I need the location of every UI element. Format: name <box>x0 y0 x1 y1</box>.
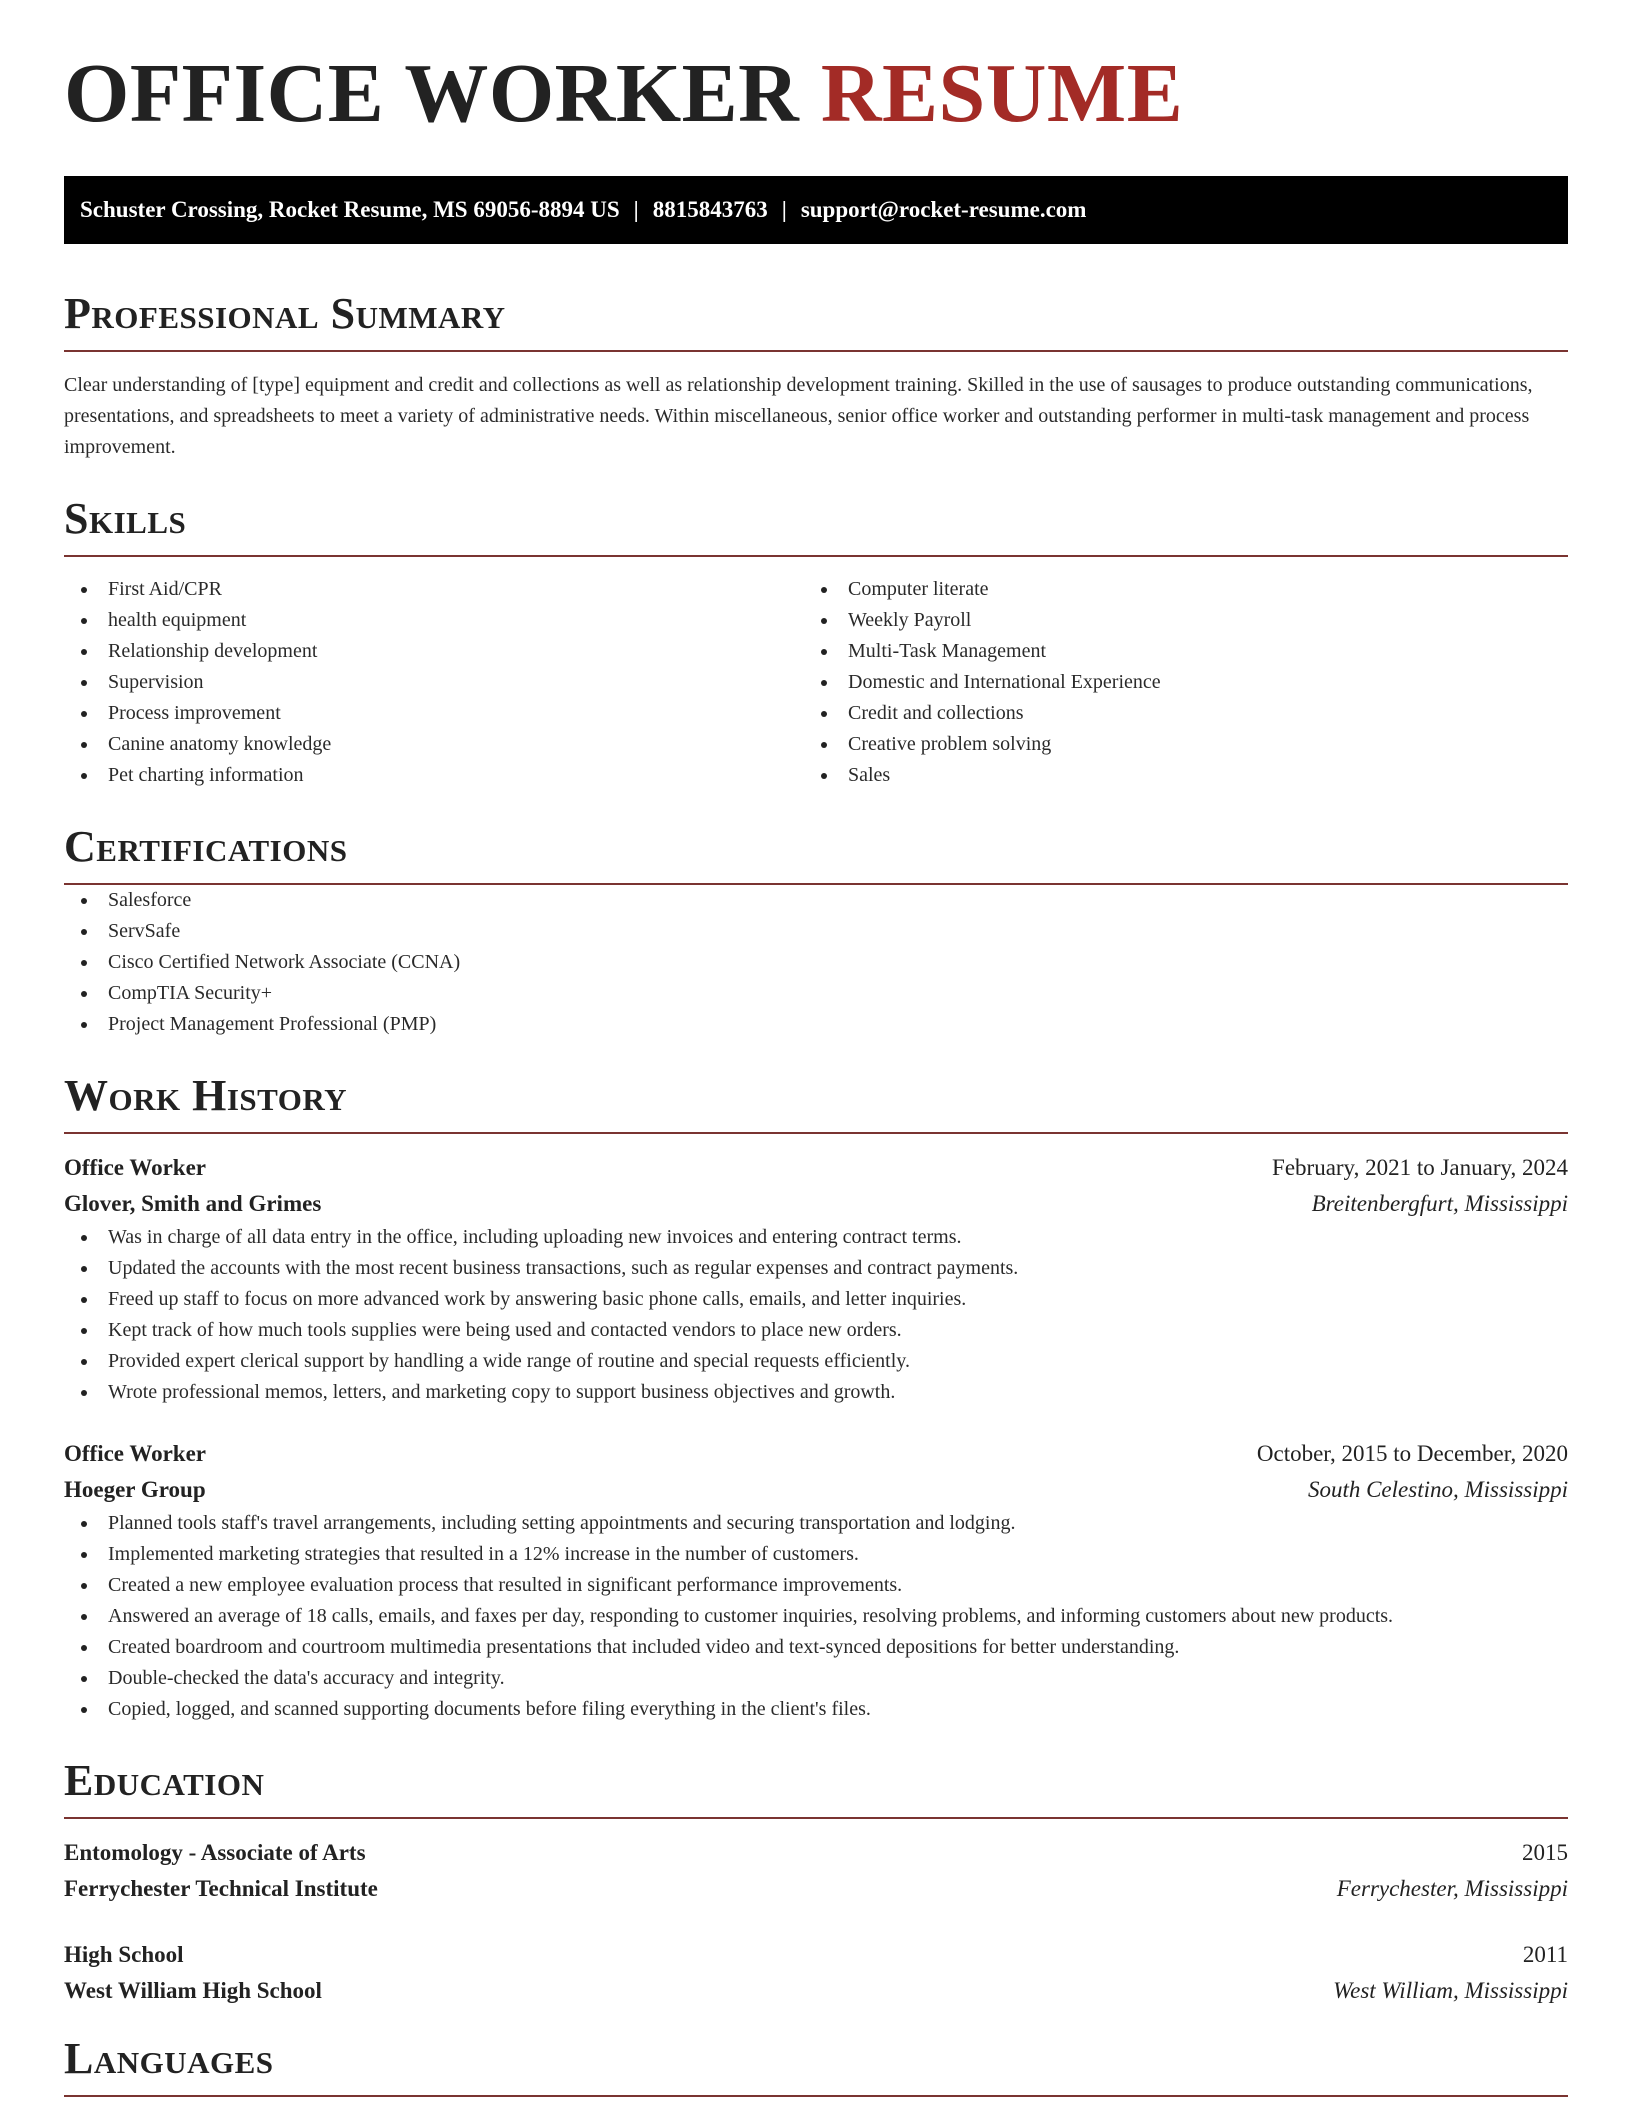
education-school: West William High School <box>64 1978 322 2003</box>
education-school-row <box>64 1871 1568 1907</box>
job-title-row <box>64 1150 1568 1186</box>
summary-heading: Professional Summary <box>64 292 1568 352</box>
education-location: West William, Mississippi <box>1333 1978 1568 2003</box>
certifications-section <box>64 822 1568 1040</box>
education-year: 2015 <box>1522 1840 1568 1865</box>
job-bullet: Copied, logged, and scanned supporting documents before filing everything in the client's files. <box>64 1694 1568 1725</box>
education-degree: Entomology - Associate of Arts <box>64 1840 366 1865</box>
skill-item: Weekly Payroll <box>804 605 1544 636</box>
title-accent: RESUME <box>820 47 1184 140</box>
job-company: Glover, Smith and Grimes <box>64 1191 322 1216</box>
education-location: Ferrychester, Mississippi <box>1336 1876 1568 1901</box>
job-bullet: Created a new employee evaluation process that resulted in significant performance improvements. <box>64 1570 1568 1601</box>
job-title-row <box>64 1436 1568 1472</box>
certifications-list <box>64 885 1568 1040</box>
contact-separator: | <box>781 197 787 222</box>
job-location: Breitenbergfurt, Mississippi <box>1311 1191 1568 1216</box>
education-year: 2011 <box>1522 1942 1568 1967</box>
job-bullet: Provided expert clerical support by handling a wide range of routine and special requests efficiently. <box>64 1346 1568 1377</box>
skills-columns <box>64 574 1568 791</box>
skill-item: Multi-Task Management <box>804 636 1544 667</box>
skill-item: Canine anatomy knowledge <box>64 729 804 760</box>
education-degree-row <box>64 1937 1568 1973</box>
contact-separator: | <box>633 197 639 222</box>
contact-phone: 8815843763 <box>652 197 768 222</box>
contact-email: support@rocket-resume.com <box>800 197 1087 222</box>
education-section <box>64 1756 1568 2009</box>
languages-section <box>64 2034 1568 2097</box>
skill-item: Computer literate <box>804 574 1544 605</box>
job-dates: February, 2021 to January, 2024 <box>1272 1155 1568 1180</box>
languages-heading: Languages <box>64 2037 1568 2097</box>
work-history-section <box>64 1071 1568 1725</box>
job-bullet: Freed up staff to focus on more advanced work by answering basic phone calls, emails, and letter inquiries. <box>64 1284 1568 1315</box>
job-company-row <box>64 1186 1568 1222</box>
certification-item: ServSafe <box>64 916 1568 947</box>
job-bullet: Created boardroom and courtroom multimedia presentations that included video and text-synced depositions for better understanding. <box>64 1632 1568 1663</box>
education-heading: Education <box>64 1759 1568 1819</box>
education-degree: High School <box>64 1942 184 1967</box>
skills-heading: Skills <box>64 497 1568 557</box>
skill-item: Creative problem solving <box>804 729 1544 760</box>
skills-list-left <box>64 574 804 791</box>
skill-item: health equipment <box>64 605 804 636</box>
education-school-row <box>64 1973 1568 2009</box>
education-school: Ferrychester Technical Institute <box>64 1876 378 1901</box>
job-location: South Celestino, Mississippi <box>1307 1477 1568 1502</box>
contact-bar <box>64 176 1568 244</box>
job-company-row <box>64 1472 1568 1508</box>
skill-item: First Aid/CPR <box>64 574 804 605</box>
education-entry <box>64 1835 1568 1907</box>
certification-item: Salesforce <box>64 885 1568 916</box>
skill-item: Domestic and International Experience <box>804 667 1544 698</box>
job-bullet: Answered an average of 18 calls, emails, and faxes per day, responding to customer inquiries, resolving problems, and informing customers about new products. <box>64 1601 1568 1632</box>
skill-item: Supervision <box>64 667 804 698</box>
job-bullet: Planned tools staff's travel arrangements, including setting appointments and securing transportation and lodging. <box>64 1508 1568 1539</box>
certifications-heading: Certifications <box>64 825 1568 885</box>
job-title: Office Worker <box>64 1155 206 1180</box>
job-bullets <box>64 1222 1568 1408</box>
summary-text: Clear understanding of [type] equipment and credit and collections as well as relationship development training. Skilled in the use of sausages to produce outstanding communications, presentations, and spreadsheets to meet a variety of administrative needs. Within miscellaneous, senior office worker and outstanding performer in multi-task management and process improvement. <box>64 374 1533 458</box>
education-entry <box>64 1937 1568 2009</box>
certification-item: Project Management Professional (PMP) <box>64 1009 1568 1040</box>
skill-item: Credit and collections <box>804 698 1544 729</box>
job-bullet: Wrote professional memos, letters, and marketing copy to support business objectives and growth. <box>64 1377 1568 1408</box>
job-bullet: Double-checked the data's accuracy and integrity. <box>64 1663 1568 1694</box>
skills-list-right <box>804 574 1544 791</box>
job-dates: October, 2015 to December, 2020 <box>1256 1441 1568 1466</box>
summary-section <box>64 289 1568 463</box>
job-bullet: Implemented marketing strategies that resulted in a 12% increase in the number of customers. <box>64 1539 1568 1570</box>
certification-item: Cisco Certified Network Associate (CCNA) <box>64 947 1568 978</box>
resume-title <box>64 0 1568 140</box>
skill-item: Sales <box>804 760 1544 791</box>
job-title: Office Worker <box>64 1441 206 1466</box>
certification-item: CompTIA Security+ <box>64 978 1568 1009</box>
job-bullet: Was in charge of all data entry in the office, including uploading new invoices and entering contract terms. <box>64 1222 1568 1253</box>
work-history-heading: Work History <box>64 1074 1568 1134</box>
job-bullets <box>64 1508 1568 1725</box>
job-entry <box>64 1436 1568 1725</box>
education-degree-row <box>64 1835 1568 1871</box>
job-entry <box>64 1150 1568 1408</box>
skill-item: Relationship development <box>64 636 804 667</box>
title-main: OFFICE WORKER <box>64 47 800 140</box>
contact-address: Schuster Crossing, Rocket Resume, MS 69056-8894 US <box>80 197 620 222</box>
job-company: Hoeger Group <box>64 1477 206 1502</box>
skill-item: Pet charting information <box>64 760 804 791</box>
job-bullet: Kept track of how much tools supplies were being used and contacted vendors to place new orders. <box>64 1315 1568 1346</box>
skills-section <box>64 494 1568 791</box>
job-bullet: Updated the accounts with the most recent business transactions, such as regular expenses and contract payments. <box>64 1253 1568 1284</box>
skill-item: Process improvement <box>64 698 804 729</box>
